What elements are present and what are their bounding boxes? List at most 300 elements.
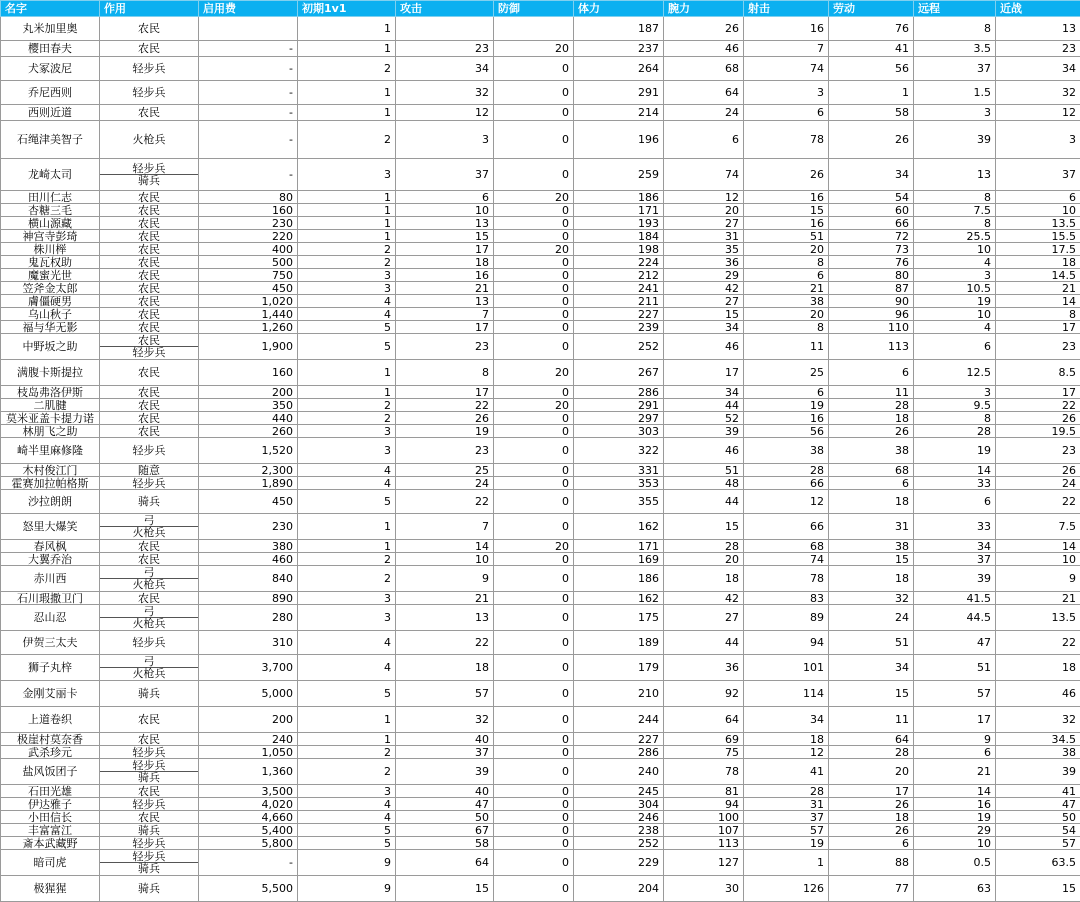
value-cell-5[interactable]: 0 <box>494 159 574 191</box>
value-cell-3[interactable]: 1 <box>298 105 396 121</box>
value-cell-5[interactable]: 0 <box>494 282 574 295</box>
value-cell-3[interactable]: 4 <box>298 464 396 477</box>
value-cell-4[interactable]: 39 <box>396 759 494 785</box>
value-cell-2[interactable]: 5,400 <box>199 824 298 837</box>
value-cell-8[interactable]: 56 <box>744 425 829 438</box>
value-cell-8[interactable]: 12 <box>744 490 829 514</box>
value-cell-6[interactable]: 162 <box>574 514 664 540</box>
name-cell[interactable]: 膚僵硬男 <box>1 295 100 308</box>
column-header[interactable]: 近战 <box>996 1 1080 17</box>
table-row[interactable] <box>1 243 1080 256</box>
value-cell-5[interactable]: 0 <box>494 837 574 850</box>
value-cell-3[interactable]: 5 <box>298 837 396 850</box>
value-cell-10[interactable]: 41.5 <box>914 592 996 605</box>
value-cell-8[interactable]: 78 <box>744 566 829 592</box>
value-cell-4[interactable]: 32 <box>396 81 494 105</box>
value-cell-2[interactable]: 440 <box>199 412 298 425</box>
value-cell-4[interactable]: 22 <box>396 631 494 655</box>
value-cell-7[interactable]: 15 <box>664 308 744 321</box>
value-cell-5[interactable]: 0 <box>494 256 574 269</box>
value-cell-2[interactable]: - <box>199 159 298 191</box>
table-row[interactable] <box>1 553 1080 566</box>
table-row[interactable] <box>1 269 1080 282</box>
value-cell-6[interactable]: 227 <box>574 733 664 746</box>
value-cell-4[interactable]: 3 <box>396 121 494 159</box>
value-cell-9[interactable]: 38 <box>829 438 914 464</box>
name-cell[interactable]: 小田信长 <box>1 811 100 824</box>
value-cell-10[interactable]: 7.5 <box>914 204 996 217</box>
value-cell-11[interactable]: 32 <box>996 81 1080 105</box>
value-cell-4[interactable]: 22 <box>396 399 494 412</box>
value-cell-5[interactable]: 0 <box>494 592 574 605</box>
name-cell[interactable]: 莫米亚盖卡提力诺 <box>1 412 100 425</box>
value-cell-6[interactable]: 162 <box>574 592 664 605</box>
value-cell-8[interactable]: 16 <box>744 191 829 204</box>
name-cell[interactable]: 沙拉朗朗 <box>1 490 100 514</box>
value-cell-4[interactable]: 17 <box>396 386 494 399</box>
value-cell-6[interactable]: 175 <box>574 605 664 631</box>
value-cell-11[interactable]: 18 <box>996 256 1080 269</box>
value-cell-9[interactable]: 90 <box>829 295 914 308</box>
value-cell-7[interactable]: 74 <box>664 159 744 191</box>
role-cell[interactable]: 农民 <box>100 399 199 412</box>
table-row[interactable] <box>1 464 1080 477</box>
value-cell-9[interactable]: 113 <box>829 334 914 360</box>
value-cell-9[interactable]: 77 <box>829 876 914 902</box>
value-cell-7[interactable]: 30 <box>664 876 744 902</box>
value-cell-6[interactable]: 239 <box>574 321 664 334</box>
value-cell-7[interactable]: 31 <box>664 230 744 243</box>
role-cell[interactable]: 农民 <box>100 412 199 425</box>
value-cell-5[interactable]: 0 <box>494 605 574 631</box>
value-cell-3[interactable]: 1 <box>298 386 396 399</box>
value-cell-10[interactable]: 19 <box>914 438 996 464</box>
value-cell-6[interactable]: 211 <box>574 295 664 308</box>
value-cell-8[interactable]: 11 <box>744 334 829 360</box>
column-header[interactable]: 劳动 <box>829 1 914 17</box>
role-cell[interactable]: 农民 <box>100 540 199 553</box>
value-cell-9[interactable]: 88 <box>829 850 914 876</box>
value-cell-4[interactable]: 7 <box>396 514 494 540</box>
value-cell-4[interactable]: 23 <box>396 438 494 464</box>
value-cell-2[interactable]: 750 <box>199 269 298 282</box>
value-cell-11[interactable]: 24 <box>996 477 1080 490</box>
role-cell[interactable]: 轻步兵 <box>100 81 199 105</box>
value-cell-3[interactable]: 1 <box>298 733 396 746</box>
value-cell-5[interactable]: 0 <box>494 566 574 592</box>
column-header[interactable]: 远程 <box>914 1 996 17</box>
value-cell-4[interactable]: 34 <box>396 57 494 81</box>
value-cell-8[interactable]: 18 <box>744 733 829 746</box>
value-cell-6[interactable]: 286 <box>574 746 664 759</box>
name-cell[interactable]: 林朋飞之助 <box>1 425 100 438</box>
value-cell-11[interactable]: 47 <box>996 798 1080 811</box>
value-cell-10[interactable]: 37 <box>914 553 996 566</box>
value-cell-6[interactable]: 198 <box>574 243 664 256</box>
value-cell-4[interactable]: 16 <box>396 269 494 282</box>
name-cell[interactable]: 枝岛弗洛伊斯 <box>1 386 100 399</box>
role-cell[interactable]: 轻步兵 <box>100 438 199 464</box>
value-cell-11[interactable]: 17 <box>996 321 1080 334</box>
value-cell-9[interactable]: 1 <box>829 81 914 105</box>
value-cell-8[interactable]: 15 <box>744 204 829 217</box>
value-cell-11[interactable]: 9 <box>996 566 1080 592</box>
table-row[interactable] <box>1 256 1080 269</box>
value-cell-11[interactable]: 22 <box>996 490 1080 514</box>
value-cell-11[interactable]: 26 <box>996 412 1080 425</box>
value-cell-10[interactable]: 6 <box>914 490 996 514</box>
role-cell[interactable]: 农民 <box>100 41 199 57</box>
value-cell-9[interactable]: 11 <box>829 386 914 399</box>
value-cell-10[interactable]: 39 <box>914 121 996 159</box>
value-cell-3[interactable]: 1 <box>298 217 396 230</box>
value-cell-4[interactable]: 18 <box>396 655 494 681</box>
role-cell[interactable] <box>100 850 199 876</box>
value-cell-2[interactable]: 350 <box>199 399 298 412</box>
table-row[interactable] <box>1 438 1080 464</box>
value-cell-4[interactable]: 17 <box>396 243 494 256</box>
value-cell-4[interactable]: 13 <box>396 605 494 631</box>
value-cell-11[interactable]: 12 <box>996 105 1080 121</box>
value-cell-7[interactable]: 28 <box>664 540 744 553</box>
value-cell-11[interactable]: 8 <box>996 308 1080 321</box>
role-cell[interactable]: 农民 <box>100 230 199 243</box>
value-cell-11[interactable]: 32 <box>996 707 1080 733</box>
value-cell-4[interactable]: 6 <box>396 191 494 204</box>
name-cell[interactable]: 石绳津美智子 <box>1 121 100 159</box>
value-cell-3[interactable]: 4 <box>298 655 396 681</box>
value-cell-6[interactable]: 227 <box>574 308 664 321</box>
value-cell-7[interactable]: 27 <box>664 605 744 631</box>
table-row[interactable] <box>1 759 1080 785</box>
role-cell[interactable] <box>100 514 199 540</box>
table-row[interactable] <box>1 592 1080 605</box>
value-cell-8[interactable]: 66 <box>744 477 829 490</box>
table-row[interactable] <box>1 386 1080 399</box>
name-cell[interactable]: 笠斧金太郎 <box>1 282 100 295</box>
value-cell-9[interactable]: 72 <box>829 230 914 243</box>
table-row[interactable] <box>1 490 1080 514</box>
value-cell-6[interactable]: 184 <box>574 230 664 243</box>
role-cell[interactable] <box>100 605 199 631</box>
value-cell-9[interactable]: 28 <box>829 746 914 759</box>
value-cell-5[interactable]: 0 <box>494 707 574 733</box>
table-row[interactable] <box>1 412 1080 425</box>
value-cell-10[interactable]: 33 <box>914 477 996 490</box>
value-cell-5[interactable]: 0 <box>494 438 574 464</box>
value-cell-11[interactable]: 14 <box>996 295 1080 308</box>
value-cell-11[interactable]: 23 <box>996 334 1080 360</box>
value-cell-8[interactable]: 38 <box>744 438 829 464</box>
name-cell[interactable]: 金刚艾丽卡 <box>1 681 100 707</box>
value-cell-9[interactable]: 66 <box>829 217 914 230</box>
value-cell-10[interactable]: 33 <box>914 514 996 540</box>
value-cell-10[interactable]: 10 <box>914 243 996 256</box>
value-cell-5[interactable]: 0 <box>494 798 574 811</box>
value-cell-4[interactable]: 17 <box>396 321 494 334</box>
value-cell-4[interactable]: 25 <box>396 464 494 477</box>
role-cell[interactable] <box>100 566 199 592</box>
value-cell-3[interactable]: 9 <box>298 876 396 902</box>
value-cell-7[interactable]: 42 <box>664 282 744 295</box>
role-cell[interactable]: 农民 <box>100 204 199 217</box>
value-cell-3[interactable]: 1 <box>298 514 396 540</box>
value-cell-10[interactable]: 8 <box>914 17 996 41</box>
value-cell-5[interactable]: 0 <box>494 295 574 308</box>
value-cell-2[interactable]: 1,900 <box>199 334 298 360</box>
value-cell-5[interactable]: 0 <box>494 269 574 282</box>
value-cell-2[interactable]: 260 <box>199 425 298 438</box>
value-cell-10[interactable]: 44.5 <box>914 605 996 631</box>
value-cell-4[interactable]: 32 <box>396 707 494 733</box>
value-cell-4[interactable]: 64 <box>396 850 494 876</box>
value-cell-11[interactable]: 13.5 <box>996 217 1080 230</box>
value-cell-11[interactable]: 34.5 <box>996 733 1080 746</box>
value-cell-7[interactable]: 20 <box>664 204 744 217</box>
value-cell-9[interactable]: 68 <box>829 464 914 477</box>
role-cell[interactable]: 农民 <box>100 295 199 308</box>
role-cell[interactable]: 农民 <box>100 282 199 295</box>
value-cell-2[interactable]: 280 <box>199 605 298 631</box>
value-cell-3[interactable]: 4 <box>298 308 396 321</box>
value-cell-5[interactable]: 0 <box>494 746 574 759</box>
value-cell-11[interactable]: 19.5 <box>996 425 1080 438</box>
value-cell-8[interactable]: 1 <box>744 850 829 876</box>
table-row[interactable] <box>1 282 1080 295</box>
value-cell-4[interactable]: 7 <box>396 308 494 321</box>
value-cell-5[interactable]: 0 <box>494 759 574 785</box>
table-row[interactable] <box>1 850 1080 876</box>
value-cell-6[interactable]: 204 <box>574 876 664 902</box>
value-cell-11[interactable]: 38 <box>996 746 1080 759</box>
value-cell-9[interactable]: 11 <box>829 707 914 733</box>
value-cell-7[interactable]: 27 <box>664 295 744 308</box>
table-row[interactable] <box>1 217 1080 230</box>
value-cell-9[interactable]: 87 <box>829 282 914 295</box>
value-cell-11[interactable]: 3 <box>996 121 1080 159</box>
table-row[interactable] <box>1 824 1080 837</box>
value-cell-5[interactable]: 0 <box>494 230 574 243</box>
role-cell[interactable]: 随意 <box>100 464 199 477</box>
role-cell[interactable]: 骑兵 <box>100 490 199 514</box>
value-cell-3[interactable]: 2 <box>298 412 396 425</box>
value-cell-7[interactable]: 15 <box>664 514 744 540</box>
value-cell-11[interactable]: 21 <box>996 282 1080 295</box>
value-cell-6[interactable]: 244 <box>574 707 664 733</box>
column-header[interactable]: 作用 <box>100 1 199 17</box>
name-cell[interactable]: 丸米加里奥 <box>1 17 100 41</box>
table-row[interactable] <box>1 798 1080 811</box>
role-cell[interactable]: 骑兵 <box>100 824 199 837</box>
value-cell-6[interactable]: 259 <box>574 159 664 191</box>
value-cell-11[interactable]: 34 <box>996 57 1080 81</box>
value-cell-2[interactable]: 2,300 <box>199 464 298 477</box>
role-cell[interactable]: 农民 <box>100 592 199 605</box>
name-cell[interactable]: 神宫寺彭琦 <box>1 230 100 243</box>
value-cell-7[interactable]: 100 <box>664 811 744 824</box>
value-cell-3[interactable]: 4 <box>298 295 396 308</box>
value-cell-11[interactable]: 15 <box>996 876 1080 902</box>
value-cell-4[interactable]: 37 <box>396 746 494 759</box>
table-row[interactable] <box>1 514 1080 540</box>
value-cell-8[interactable]: 68 <box>744 540 829 553</box>
name-cell[interactable]: 怒里大爆笑 <box>1 514 100 540</box>
value-cell-6[interactable]: 252 <box>574 837 664 850</box>
value-cell-8[interactable]: 66 <box>744 514 829 540</box>
value-cell-5[interactable]: 0 <box>494 490 574 514</box>
value-cell-7[interactable]: 78 <box>664 759 744 785</box>
value-cell-2[interactable]: - <box>199 57 298 81</box>
value-cell-7[interactable]: 26 <box>664 17 744 41</box>
value-cell-2[interactable]: - <box>199 41 298 57</box>
value-cell-9[interactable]: 38 <box>829 540 914 553</box>
name-cell[interactable]: 极猩猩 <box>1 876 100 902</box>
value-cell-5[interactable]: 0 <box>494 308 574 321</box>
value-cell-11[interactable]: 18 <box>996 655 1080 681</box>
value-cell-7[interactable]: 18 <box>664 566 744 592</box>
value-cell-11[interactable]: 37 <box>996 159 1080 191</box>
value-cell-6[interactable]: 240 <box>574 759 664 785</box>
value-cell-7[interactable]: 6 <box>664 121 744 159</box>
value-cell-10[interactable]: 14 <box>914 785 996 798</box>
table-row[interactable] <box>1 41 1080 57</box>
value-cell-5[interactable]: 0 <box>494 386 574 399</box>
value-cell-10[interactable]: 3 <box>914 105 996 121</box>
value-cell-8[interactable]: 6 <box>744 269 829 282</box>
value-cell-4[interactable]: 22 <box>396 490 494 514</box>
value-cell-6[interactable]: 189 <box>574 631 664 655</box>
value-cell-8[interactable]: 38 <box>744 295 829 308</box>
name-cell[interactable]: 赤川西 <box>1 566 100 592</box>
value-cell-8[interactable]: 101 <box>744 655 829 681</box>
value-cell-2[interactable]: 230 <box>199 514 298 540</box>
value-cell-6[interactable]: 179 <box>574 655 664 681</box>
value-cell-2[interactable]: 450 <box>199 490 298 514</box>
value-cell-10[interactable]: 37 <box>914 57 996 81</box>
value-cell-3[interactable]: 3 <box>298 159 396 191</box>
value-cell-8[interactable]: 34 <box>744 707 829 733</box>
value-cell-9[interactable]: 58 <box>829 105 914 121</box>
value-cell-10[interactable]: 34 <box>914 540 996 553</box>
role-cell[interactable]: 火枪兵 <box>100 121 199 159</box>
value-cell-8[interactable]: 83 <box>744 592 829 605</box>
value-cell-8[interactable]: 19 <box>744 399 829 412</box>
table-row[interactable] <box>1 17 1080 41</box>
value-cell-3[interactable]: 3 <box>298 785 396 798</box>
value-cell-8[interactable]: 126 <box>744 876 829 902</box>
value-cell-5[interactable]: 0 <box>494 514 574 540</box>
value-cell-4[interactable]: 37 <box>396 159 494 191</box>
value-cell-5[interactable]: 20 <box>494 360 574 386</box>
value-cell-11[interactable]: 22 <box>996 631 1080 655</box>
role-cell[interactable]: 农民 <box>100 733 199 746</box>
value-cell-3[interactable]: 5 <box>298 334 396 360</box>
value-cell-7[interactable]: 34 <box>664 386 744 399</box>
value-cell-2[interactable]: 240 <box>199 733 298 746</box>
value-cell-5[interactable]: 0 <box>494 876 574 902</box>
role-cell[interactable]: 农民 <box>100 707 199 733</box>
value-cell-5[interactable]: 0 <box>494 57 574 81</box>
value-cell-6[interactable]: 246 <box>574 811 664 824</box>
value-cell-4[interactable]: 21 <box>396 282 494 295</box>
value-cell-9[interactable]: 60 <box>829 204 914 217</box>
table-row[interactable] <box>1 191 1080 204</box>
value-cell-7[interactable]: 69 <box>664 733 744 746</box>
value-cell-6[interactable]: 267 <box>574 360 664 386</box>
name-cell[interactable]: 杏糖三毛 <box>1 204 100 217</box>
value-cell-4[interactable]: 10 <box>396 204 494 217</box>
name-cell[interactable]: 春风枫 <box>1 540 100 553</box>
value-cell-6[interactable]: 291 <box>574 81 664 105</box>
value-cell-9[interactable]: 6 <box>829 360 914 386</box>
value-cell-7[interactable]: 34 <box>664 321 744 334</box>
value-cell-4[interactable]: 19 <box>396 425 494 438</box>
table-row[interactable] <box>1 425 1080 438</box>
value-cell-10[interactable]: 19 <box>914 811 996 824</box>
value-cell-3[interactable]: 5 <box>298 321 396 334</box>
value-cell-9[interactable]: 76 <box>829 256 914 269</box>
value-cell-4[interactable]: 40 <box>396 785 494 798</box>
value-cell-4[interactable]: 8 <box>396 360 494 386</box>
name-cell[interactable]: 石川瑕撒卫门 <box>1 592 100 605</box>
table-row[interactable] <box>1 707 1080 733</box>
value-cell-2[interactable]: 160 <box>199 204 298 217</box>
value-cell-4[interactable]: 23 <box>396 41 494 57</box>
value-cell-8[interactable]: 26 <box>744 159 829 191</box>
value-cell-8[interactable]: 6 <box>744 105 829 121</box>
value-cell-8[interactable]: 8 <box>744 256 829 269</box>
value-cell-10[interactable]: 9.5 <box>914 399 996 412</box>
value-cell-10[interactable]: 3.5 <box>914 41 996 57</box>
value-cell-6[interactable]: 241 <box>574 282 664 295</box>
value-cell-10[interactable]: 6 <box>914 746 996 759</box>
value-cell-8[interactable]: 57 <box>744 824 829 837</box>
value-cell-5[interactable]: 0 <box>494 81 574 105</box>
value-cell-4[interactable]: 26 <box>396 412 494 425</box>
name-cell[interactable]: 樱田春夫 <box>1 41 100 57</box>
value-cell-11[interactable]: 17.5 <box>996 243 1080 256</box>
value-cell-11[interactable]: 23 <box>996 41 1080 57</box>
role-cell[interactable]: 农民 <box>100 386 199 399</box>
value-cell-2[interactable]: - <box>199 121 298 159</box>
name-cell[interactable]: 满腹卡斯提拉 <box>1 360 100 386</box>
value-cell-5[interactable] <box>494 17 574 41</box>
name-cell[interactable]: 中野坂之助 <box>1 334 100 360</box>
name-cell[interactable]: 丰富富江 <box>1 824 100 837</box>
value-cell-4[interactable]: 18 <box>396 256 494 269</box>
value-cell-3[interactable]: 4 <box>298 811 396 824</box>
name-cell[interactable]: 乌山秋子 <box>1 308 100 321</box>
value-cell-7[interactable]: 20 <box>664 553 744 566</box>
value-cell-3[interactable]: 5 <box>298 681 396 707</box>
value-cell-10[interactable]: 25.5 <box>914 230 996 243</box>
role-cell[interactable] <box>100 334 199 360</box>
value-cell-11[interactable]: 6 <box>996 191 1080 204</box>
value-cell-9[interactable]: 26 <box>829 824 914 837</box>
value-cell-2[interactable]: 4,020 <box>199 798 298 811</box>
value-cell-5[interactable]: 0 <box>494 631 574 655</box>
value-cell-9[interactable]: 17 <box>829 785 914 798</box>
value-cell-9[interactable]: 6 <box>829 477 914 490</box>
value-cell-4[interactable]: 14 <box>396 540 494 553</box>
value-cell-3[interactable]: 1 <box>298 360 396 386</box>
value-cell-5[interactable]: 0 <box>494 824 574 837</box>
value-cell-4[interactable]: 13 <box>396 295 494 308</box>
name-cell[interactable]: 崎半里麻修隆 <box>1 438 100 464</box>
value-cell-3[interactable]: 1 <box>298 41 396 57</box>
name-cell[interactable]: 斎本武藏野 <box>1 837 100 850</box>
value-cell-10[interactable]: 63 <box>914 876 996 902</box>
